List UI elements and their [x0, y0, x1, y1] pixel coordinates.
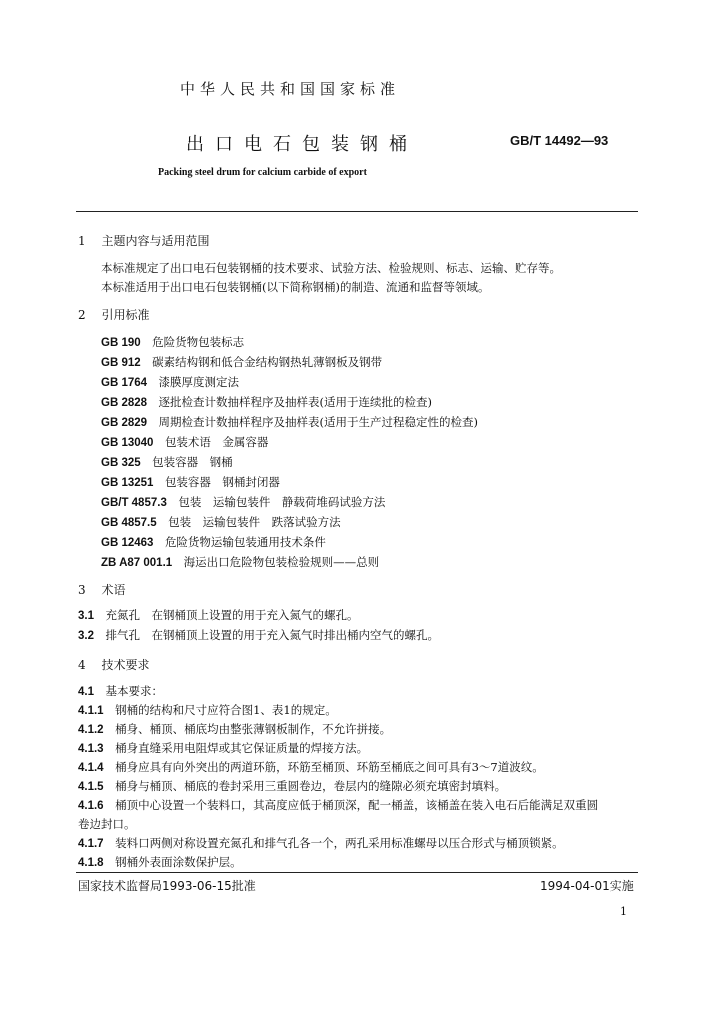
clause-number: 3.2 [78, 630, 94, 642]
reference-item [101, 554, 379, 570]
clause-text: 装料口两侧对称设置充氮孔和排气孔各一个，两孔采用标准螺母以压合形式与桶顶锁紧。 [115, 836, 564, 850]
clause [78, 797, 598, 813]
header-rule [76, 211, 638, 212]
section-4-heading [78, 656, 149, 673]
reference-title: 包装 运输包装件 静载荷堆码试验方法 [178, 495, 386, 509]
clause-text: 基本要求： [105, 684, 163, 698]
reference-item [101, 414, 478, 430]
clause-number: 4.1.3 [78, 743, 104, 755]
clause-number: 4.1 [78, 686, 94, 698]
footer-rule [76, 872, 638, 873]
clause-number: 4.1.7 [78, 838, 104, 850]
clause [78, 607, 359, 623]
paragraph: 本标准规定了出口电石包装钢桶的技术要求、试验方法、检验规则、标志、运输、贮存等。 [101, 261, 561, 275]
reference-code: GB 2829 [101, 417, 148, 429]
reference-code: GB 325 [101, 457, 141, 469]
clause-text: 钢桶外表面涂数保护层。 [115, 855, 242, 869]
clause [78, 778, 506, 794]
page-number: 1 [620, 905, 627, 918]
clause-number: 3.1 [78, 610, 94, 622]
clause-text: 桶身与桶顶、桶底的卷封采用三重圆卷边，卷层内的缝隙必须充填密封填料。 [115, 779, 507, 793]
clause [78, 835, 564, 851]
clause-text: 钢桶的结构和尺寸应符合图1、表1的规定。 [115, 703, 337, 717]
implementation-date: 1994-04-01实施 [540, 879, 634, 893]
reference-code: GB 13040 [101, 437, 154, 449]
issuing-authority: 中华人民共和国国家标准 [180, 80, 401, 98]
clause-text: 桶身应具有向外突出的两道环筋，环筋至桶顶、环筋至桶底之间可具有3～7道波纹。 [115, 760, 544, 774]
clause-number: 4.1.8 [78, 857, 104, 869]
reference-code: GB/T 4857.3 [101, 497, 167, 509]
reference-title: 周期检查计数抽样程序及抽样表(适用于生产过程稳定性的检查) [158, 415, 479, 429]
clause [78, 740, 368, 756]
reference-code: GB 4857.5 [101, 517, 157, 529]
section-1-heading [78, 232, 209, 249]
reference-title: 包装容器 钢桶封闭器 [164, 475, 280, 489]
reference-item [101, 474, 280, 490]
section-number: 1 [78, 234, 86, 248]
reference-code: GB 1764 [101, 377, 148, 389]
clause-number: 4.1.1 [78, 705, 104, 717]
reference-title: 海运出口危险物包装检验规则——总则 [183, 555, 380, 569]
section-title: 技术要求 [101, 658, 150, 672]
reference-code: GB 2828 [101, 397, 148, 409]
clause-text: 桶身、桶顶、桶底均由整张薄钢板制作，不允许拼接。 [115, 722, 392, 736]
clause-number: 4.1.5 [78, 781, 104, 793]
clause-text: 桶顶中心设置一个装料口，其高度应低于桶顶深，配一桶盖，该桶盖在装入电石后能满足双重圆 [115, 798, 599, 812]
reference-title: 危险货物运输包装通用技术条件 [164, 535, 326, 549]
clause-text: 排气孔 在钢桶顶上设置的用于充入氮气时排出桶内空气的螺孔。 [105, 628, 439, 642]
section-2-heading [78, 306, 149, 323]
clause [78, 854, 242, 870]
reference-title: 包装术语 金属容器 [164, 435, 269, 449]
clause-text: 桶身直缝采用电阻焊或其它保证质量的焊接方法。 [115, 741, 369, 755]
section-number: 4 [78, 658, 86, 672]
clause [78, 702, 337, 718]
clause [78, 627, 439, 643]
clause [78, 759, 544, 775]
section-title: 术语 [101, 583, 126, 597]
clause [78, 683, 163, 699]
reference-item [101, 494, 385, 510]
reference-title: 碳素结构钢和低合金结构钢热轧薄钢板及钢带 [152, 355, 383, 369]
reference-item [101, 434, 268, 450]
standard-title: 出口电石包装钢桶 [186, 134, 418, 155]
reference-code: GB 13251 [101, 477, 154, 489]
reference-item [101, 534, 326, 550]
clause-text: 充氮孔 在钢桶顶上设置的用于充入氮气的螺孔。 [105, 608, 359, 622]
reference-code: GB 12463 [101, 537, 154, 549]
clause-number: 4.1.2 [78, 724, 104, 736]
reference-item [101, 334, 244, 350]
reference-title: 包装容器 钢桶 [152, 455, 233, 469]
reference-title: 包装 运输包装件 跌落试验方法 [168, 515, 341, 529]
section-number: 2 [78, 308, 86, 322]
reference-item [101, 514, 341, 530]
clause [78, 721, 391, 737]
reference-title: 逐批检查计数抽样程序及抽样表(适用于连续批的检查) [158, 395, 433, 409]
reference-item [101, 394, 432, 410]
paragraph: 本标准适用于出口电石包装钢桶(以下简称钢桶)的制造、流通和监督等领域。 [101, 280, 490, 294]
approval-note: 国家技术监督局1993-06-15批准 [78, 879, 256, 893]
section-title: 主题内容与适用范围 [101, 234, 210, 248]
section-number: 3 [78, 583, 86, 597]
reference-code: GB 912 [101, 357, 141, 369]
reference-title: 危险货物包装标志 [152, 335, 245, 349]
section-3-heading [78, 581, 125, 598]
clause-number: 4.1.6 [78, 800, 104, 812]
standard-code: GB/T 14492—93 [510, 133, 609, 148]
reference-item [101, 454, 233, 470]
english-title: Packing steel drum for calcium carbide of export [158, 167, 367, 178]
reference-code: ZB A87 001.1 [101, 557, 173, 569]
clause-continuation: 卷边封口。 [78, 817, 136, 831]
clause-number: 4.1.4 [78, 762, 104, 774]
section-title: 引用标准 [101, 308, 150, 322]
reference-item [101, 374, 239, 390]
reference-code: GB 190 [101, 337, 141, 349]
reference-title: 漆膜厚度测定法 [158, 375, 240, 389]
reference-item [101, 354, 382, 370]
